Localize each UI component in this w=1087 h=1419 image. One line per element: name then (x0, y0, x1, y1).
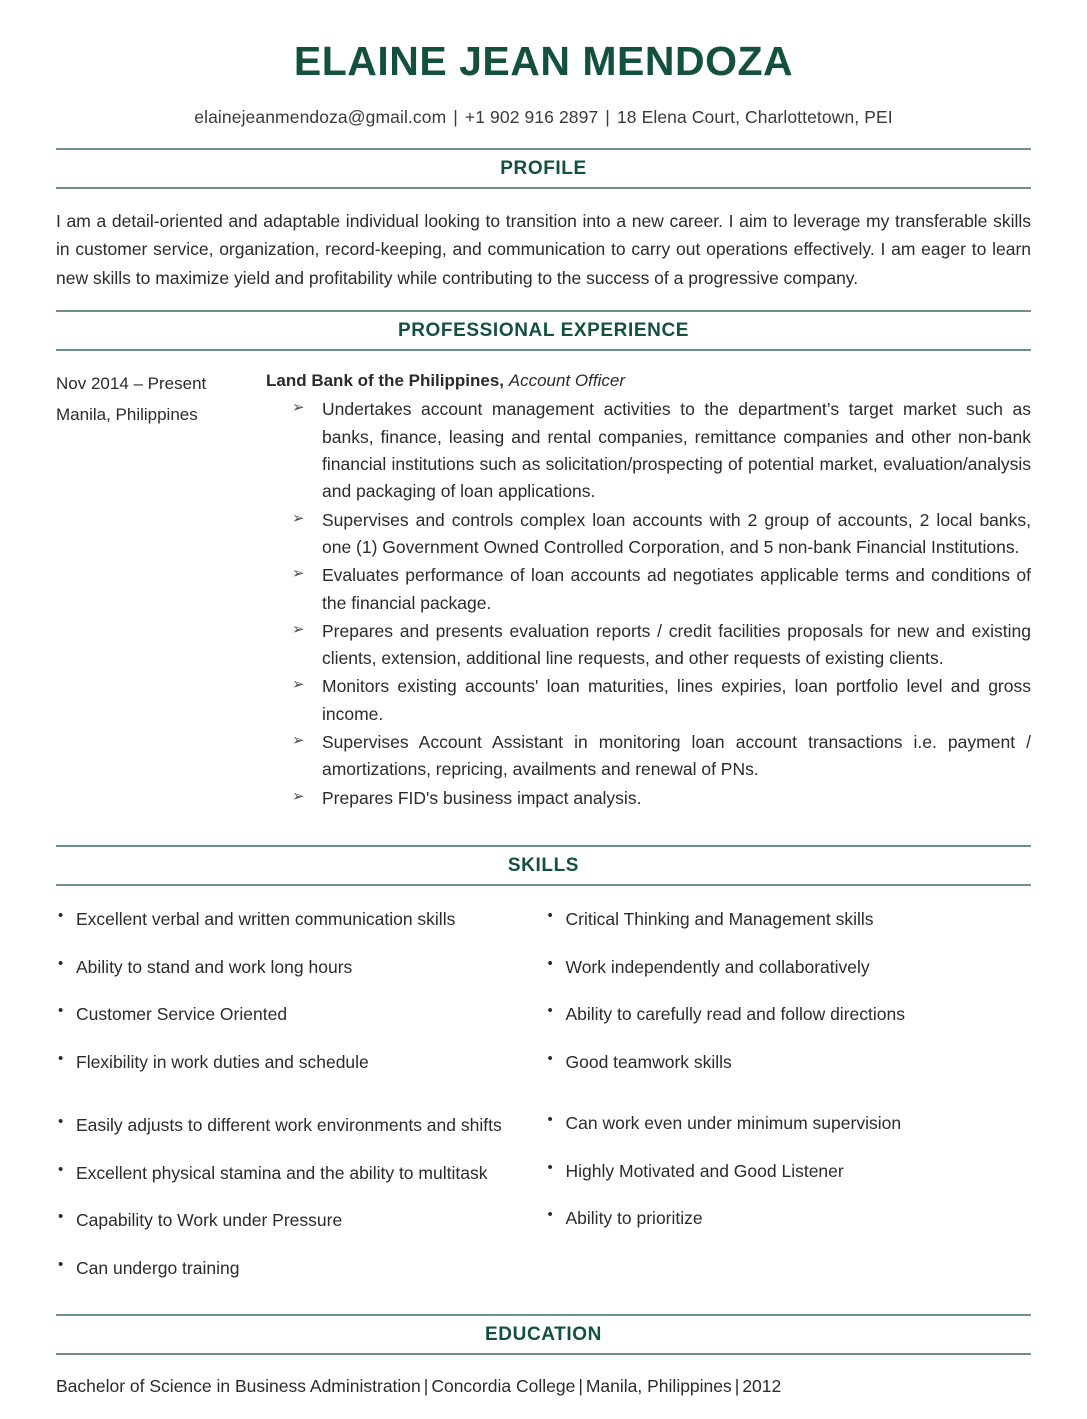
list-item (56, 908, 544, 931)
skills-column-right (544, 908, 1032, 1305)
phone-text: +1 902 916 2897 (464, 107, 599, 128)
dot-bullet-icon: • (58, 1050, 64, 1068)
list-item (266, 618, 1031, 673)
dot-bullet-icon: • (547, 1110, 553, 1128)
list-item (544, 908, 1032, 931)
dot-bullet-icon: • (547, 954, 553, 972)
arrow-bullet-icon: ➢ (292, 620, 305, 638)
skill-text: Good teamwork skills (565, 1052, 732, 1073)
skills-list-left (56, 908, 544, 1280)
bullet-text: Prepares and presents evaluation reports / credit facilities proposals for new and existing clients, extension, additional line requests, and other requests of existing clients. (322, 620, 1031, 669)
skill-text: Customer Service Oriented (76, 1004, 288, 1025)
skills-columns (56, 908, 1031, 1305)
list-item (266, 396, 1031, 505)
list-item (56, 1162, 544, 1185)
experience-details (266, 369, 1031, 812)
skill-text: Work independently and collaboratively (565, 956, 870, 977)
skill-text: Ability to carefully read and follow directions (565, 1004, 905, 1025)
list-item (266, 507, 1031, 562)
arrow-bullet-icon: ➢ (292, 565, 305, 583)
section-heading-education: EDUCATION (485, 1324, 602, 1346)
divider-bottom-education (56, 1353, 1031, 1355)
dot-bullet-icon: • (58, 954, 64, 972)
skill-text: Excellent verbal and written communication skills (76, 908, 456, 929)
skill-text: Highly Motivated and Good Listener (565, 1160, 844, 1181)
list-item (544, 1207, 1032, 1230)
arrow-bullet-icon: ➢ (292, 676, 305, 694)
skill-text: Ability to stand and work long hours (76, 956, 353, 977)
education-separator-3: | (734, 1376, 740, 1397)
skill-text: Flexibility in work duties and schedule (76, 1052, 369, 1073)
skill-text: Excellent physical stamina and the ability to multitask (76, 1162, 488, 1183)
address-text: 18 Elena Court, Charlottetown, PEI (616, 107, 893, 128)
list-item (544, 956, 1032, 979)
experience-dates: Nov 2014 – Present (56, 373, 207, 393)
dot-bullet-icon: • (547, 906, 553, 924)
divider-bottom-skills (56, 884, 1031, 886)
divider-bottom-profile (56, 187, 1031, 189)
list-item (544, 1051, 1032, 1074)
bullet-text: Supervises and controls complex loan accounts with 2 group of accounts, 2 local banks, one (1) Government Owned Controlled Corporation, and 5 non-bank Financial Institutions. (322, 509, 1031, 557)
list-item (266, 785, 1031, 812)
list-item (56, 956, 544, 979)
experience-company: Land Bank of the Philippines, (266, 370, 505, 390)
contact-separator-2: | (605, 107, 610, 128)
bullet-text: Undertakes account management activities to the department’s target market such as banks, finance, leasing and rental companies, remittance companies and other non-bank financial institutions such as solicitation/prospecting of potential market, evaluation/analysis and packaging of loan applications. (322, 399, 1031, 502)
experience-title-line (266, 369, 1031, 393)
list-item (544, 1160, 1032, 1183)
dot-bullet-icon: • (547, 1050, 553, 1068)
dot-bullet-icon: • (547, 1158, 553, 1176)
list-item (56, 1257, 544, 1280)
dot-bullet-icon: • (547, 1002, 553, 1020)
skill-text: Easily adjusts to different work environments and shifts (76, 1114, 502, 1135)
email-text: elainejeanmendoza@gmail.com (194, 107, 447, 128)
experience-meta (56, 369, 266, 812)
list-item (56, 1114, 544, 1137)
skill-text: Critical Thinking and Management skills (565, 908, 874, 929)
arrow-bullet-icon: ➢ (292, 787, 305, 805)
contact-line (56, 107, 1031, 128)
list-item (544, 1003, 1032, 1026)
skill-text: Can undergo training (76, 1258, 240, 1279)
experience-entry (56, 369, 1031, 812)
dot-bullet-icon: • (58, 1208, 64, 1226)
section-heading-skills: SKILLS (507, 854, 580, 876)
education-entry (56, 1375, 1031, 1399)
education-separator-2: | (578, 1376, 583, 1397)
bullet-text: Prepares FID's business impact analysis. (322, 787, 642, 808)
list-item (56, 1003, 544, 1026)
education-degree: Bachelor of Science in Business Administration (56, 1376, 421, 1397)
list-item (56, 1209, 544, 1232)
divider-bottom-experience (56, 349, 1031, 351)
section-experience (56, 310, 1031, 812)
education-location: Manila, Philippines (585, 1376, 732, 1397)
page-title: ELAINE JEAN MENDOZA (293, 38, 794, 84)
experience-location: Manila, Philippines (56, 404, 198, 424)
list-item (266, 729, 1031, 784)
bullet-text: Supervises Account Assistant in monitoring loan account transactions i.e. payment / amortizations, repricing, availments and renewal of PNs. (322, 732, 1031, 780)
skill-text: Can work even under minimum supervision (565, 1112, 902, 1133)
arrow-bullet-icon: ➢ (292, 399, 305, 417)
section-heading-profile: PROFILE (500, 158, 587, 180)
dot-bullet-icon: • (58, 1002, 64, 1020)
list-item (266, 673, 1031, 728)
dot-bullet-icon: • (547, 1206, 553, 1224)
dot-bullet-icon: • (58, 1256, 64, 1274)
section-heading-experience: PROFESSIONAL EXPERIENCE (397, 319, 690, 341)
section-profile (56, 148, 1031, 292)
education-school: Concordia College (431, 1376, 576, 1397)
bullet-text: Evaluates performance of loan accounts ad negotiates applicable terms and conditions of the financial package. (322, 565, 1031, 613)
profile-paragraph: I am a detail-oriented and adaptable individual looking to transition into a new career. I aim to leverage my transferable skills in customer service, organization, record-keeping, and communication to carry out operations effectively. I am eager to learn new skills to maximize yield and profitability while contributing to the success of a progressive company. (56, 211, 1031, 288)
skill-text: Capability to Work under Pressure (76, 1210, 343, 1231)
list-item (56, 1051, 544, 1074)
section-education (56, 1314, 1031, 1399)
skills-list-right (544, 908, 1032, 1230)
section-skills (56, 845, 1031, 1305)
arrow-bullet-icon: ➢ (292, 509, 305, 527)
skill-text: Ability to prioritize (565, 1208, 703, 1229)
experience-role: Account Officer (508, 370, 625, 390)
education-year: 2012 (742, 1376, 782, 1397)
list-item (544, 1112, 1032, 1135)
dot-bullet-icon: • (58, 1112, 64, 1130)
arrow-bullet-icon: ➢ (292, 732, 305, 750)
education-separator-1: | (423, 1376, 429, 1397)
skills-column-left (56, 908, 544, 1305)
experience-bullet-list (266, 396, 1031, 811)
contact-separator-1: | (453, 107, 458, 128)
dot-bullet-icon: • (58, 906, 64, 924)
list-item (266, 562, 1031, 617)
dot-bullet-icon: • (58, 1160, 64, 1178)
bullet-text: Monitors existing accounts' loan maturities, lines expiries, loan portfolio level and gross income. (322, 676, 1031, 724)
